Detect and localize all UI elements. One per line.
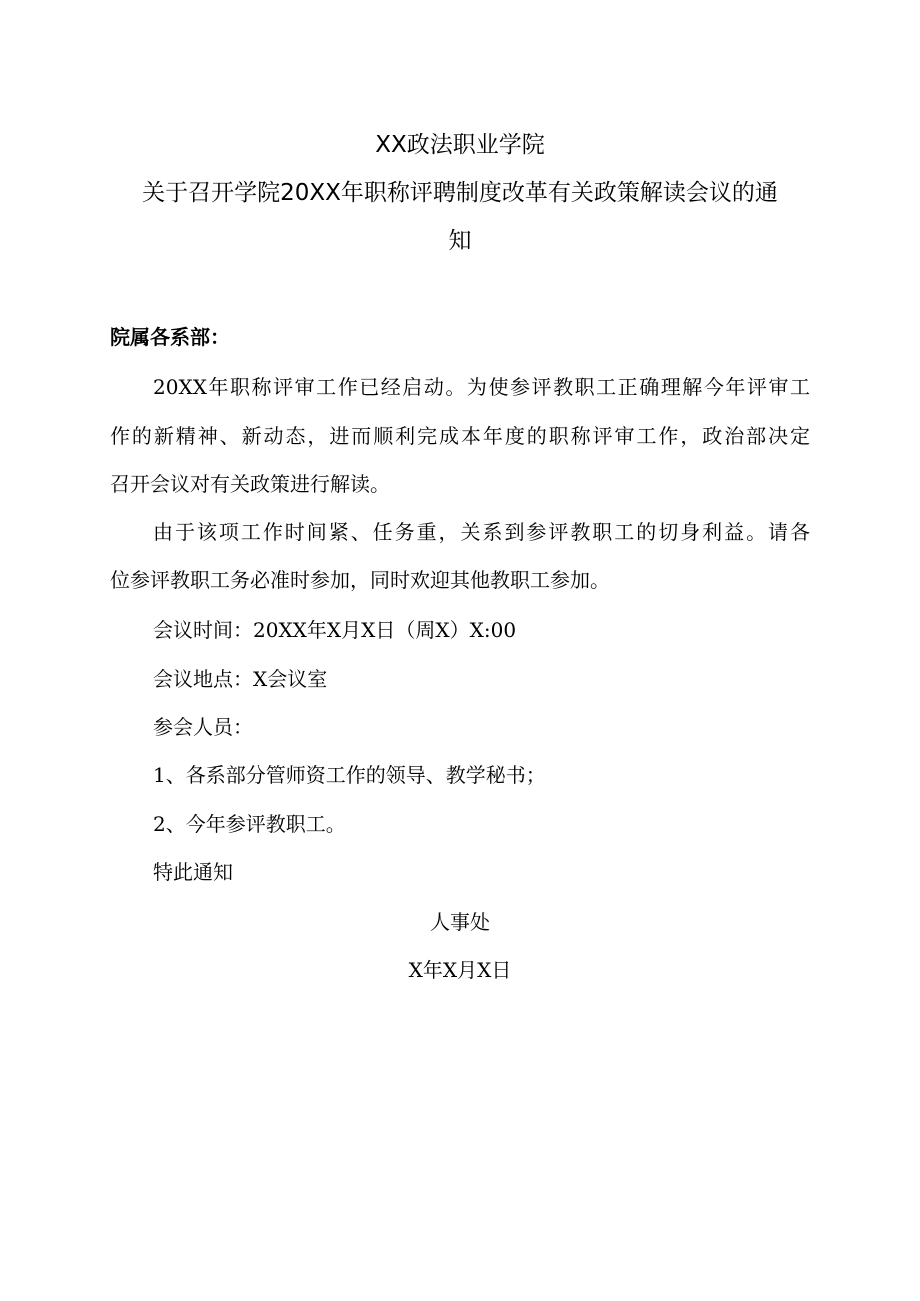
document-title-line-2: 知 xyxy=(448,228,472,254)
paragraph-1-line-1: 20XX年职称评审工作已经启动。为使参评教职工正确理解今年评审工 xyxy=(153,375,810,399)
document-title-line-1: 关于召开学院20XX年职称评聘制度改革有关政策解读会议的通 xyxy=(142,180,778,206)
salutation: 院属各系部： xyxy=(110,325,230,349)
signature-department: 人事处 xyxy=(430,910,490,934)
signature-date: X年X月X日 xyxy=(408,958,512,982)
institution-name: XX政法职业学院 xyxy=(375,132,545,158)
meeting-time: 会议时间：20XX年X月X日（周X）X:00 xyxy=(153,618,517,642)
paragraph-2-line-1: 由于该项工作时间紧、任务重，关系到参评教职工的切身利益。请各 xyxy=(153,520,810,544)
attendee-item-1: 1、各系部分管师资工作的领导、教学秘书； xyxy=(153,763,546,787)
meeting-place: 会议地点：X会议室 xyxy=(153,667,328,691)
attendee-item-2: 2、今年参评教职工。 xyxy=(153,812,346,836)
paragraph-1-line-2: 作的新精神、新动态，进而顺利完成本年度的职称评审工作，政治部决定 xyxy=(110,424,810,448)
closing-remark: 特此通知 xyxy=(153,860,233,884)
paragraph-1-line-3: 召开会议对有关政策进行解读。 xyxy=(110,472,390,496)
paragraph-2-line-2: 位参评教职工务必准时参加，同时欢迎其他教职工参加。 xyxy=(110,568,610,592)
attendees-label: 参会人员： xyxy=(153,715,253,739)
